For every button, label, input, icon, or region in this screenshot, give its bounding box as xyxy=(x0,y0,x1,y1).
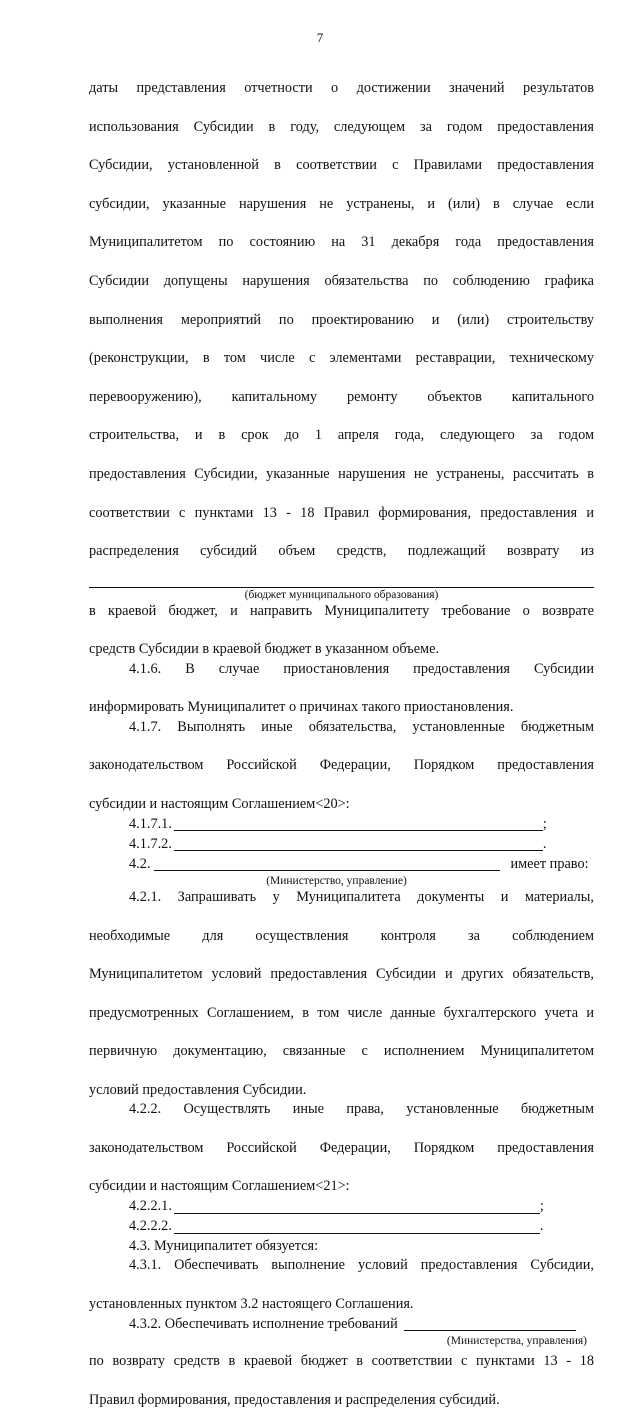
text-line: перевооружению), капитальному ремонту объектов капитального xyxy=(89,388,594,405)
blank-field[interactable] xyxy=(404,1315,576,1331)
clause-4-2-2 xyxy=(89,1100,594,1196)
text-line: соответствии с пунктами 13 - 18 Правил формирования, предоставления и xyxy=(89,504,594,521)
text-line: законодательством Российской Федерации, Порядком предоставления xyxy=(89,757,594,774)
page-number: 7 xyxy=(316,30,324,45)
caption-budget: (бюджет муниципального образования) xyxy=(244,588,439,601)
item-4-2 xyxy=(89,854,594,874)
blank-field[interactable] xyxy=(174,1198,540,1214)
text-line: 4.2.1. Запрашивать у Муниципалитета документы и материалы, xyxy=(129,888,594,905)
blank-field[interactable] xyxy=(174,1218,540,1234)
clause-4-3-2 xyxy=(89,1314,594,1334)
text-line: субсидии, указанные нарушения не устранены, и (или) в случае если xyxy=(89,195,594,212)
item-label: 4.2. xyxy=(129,855,151,872)
text-line: строительства, и в срок до 1 апреля года, следующего за годом xyxy=(89,427,594,444)
text-line: 4.1.7. Выполнять иные обязательства, установленные бюджетным xyxy=(129,718,594,735)
text-line: предусмотренных Соглашением, в том числе данные бухгалтерского учета и xyxy=(89,1004,594,1021)
item-4-2-2-1 xyxy=(89,1197,594,1217)
text-line: Субсидии допущены нарушения обязательства по соблюдению графика xyxy=(89,272,594,289)
semicolon: ; xyxy=(539,1198,544,1215)
text-line: Правил формирования, предоставления и распределения субсидий. xyxy=(89,1391,500,1408)
text-line: (реконструкции, в том числе с элементами реставрации, техническому xyxy=(89,350,594,367)
text-line: условий предоставления Субсидии. xyxy=(89,1081,307,1098)
text-line: предоставления Субсидии, указанные нарушения не устранены, рассчитать в xyxy=(89,465,594,482)
text-line: субсидии и настоящим Соглашением<21>: xyxy=(89,1178,350,1195)
text-line: средств Субсидии в краевой бюджет в указанном объеме. xyxy=(89,641,440,658)
paragraph-report-dates xyxy=(89,79,594,581)
text-line: распределения субсидий объем средств, подлежащий возврату из xyxy=(89,543,594,560)
item-4-1-7-2 xyxy=(89,834,594,854)
text-line: по возврату средств в краевой бюджет в соответствии с пунктами 13 - 18 xyxy=(89,1352,594,1369)
clause-4-3-1 xyxy=(89,1256,594,1314)
item-label: 4.1.7.2. xyxy=(129,835,172,852)
paragraph-final xyxy=(89,1352,594,1410)
text-line: 4.1.6. В случае приостановления предоставления Субсидии xyxy=(129,660,594,677)
text-line: Муниципалитетом по состоянию на 31 декабря года предоставления xyxy=(89,234,594,251)
item-4-2-suffix: имеет право: xyxy=(510,855,589,872)
document-body xyxy=(89,79,594,1410)
text-line: информировать Муниципалитет о причинах такого приостановления. xyxy=(89,699,514,716)
text-line: использования Субсидии в году, следующем за годом предоставления xyxy=(89,118,594,135)
text-line: установленных пунктом 3.2 настоящего Соглашения. xyxy=(89,1295,414,1312)
text-line: 4.3.1. Обеспечивать выполнение условий предоставления Субсидии, xyxy=(129,1257,594,1274)
clause-4-2-1 xyxy=(89,888,594,1100)
item-label: 4.2.2.2. xyxy=(129,1218,172,1235)
item-4-2-2-2 xyxy=(89,1217,594,1237)
text-line: 4.2.2. Осуществлять иные права, установленные бюджетным xyxy=(129,1101,594,1118)
blank-field[interactable] xyxy=(174,835,543,851)
text-line: даты представления отчетности о достижении значений результатов xyxy=(89,80,594,96)
clause-4-1-6 xyxy=(89,660,594,718)
text-line: необходимые для осуществления контроля за соблюдением xyxy=(89,927,594,944)
item-label: 4.1.7.1. xyxy=(129,815,172,832)
period: . xyxy=(542,835,547,852)
clause-4-1-7 xyxy=(89,718,594,814)
text-line: законодательством Российской Федерации, Порядком предоставления xyxy=(89,1139,594,1156)
item-label: 4.2.2.1. xyxy=(129,1198,172,1215)
semicolon: ; xyxy=(542,815,547,832)
text-line: субсидии и настоящим Соглашением<20>: xyxy=(89,795,350,812)
paragraph-return-demand xyxy=(89,602,594,660)
text-line: Муниципалитетом условий предоставления Субсидии и других обязательств, xyxy=(89,966,594,983)
text-line: Субсидии, установленной в соответствии с Правилами предоставления xyxy=(89,157,594,174)
item-4-1-7-1 xyxy=(89,814,594,834)
blank-field[interactable] xyxy=(174,815,543,831)
period: . xyxy=(539,1218,544,1235)
caption-ministries: (Министерства, управления) xyxy=(446,1334,587,1347)
blank-field[interactable] xyxy=(154,855,500,871)
text-line: в краевой бюджет, и направить Муниципалитету требование о возврате xyxy=(89,602,594,619)
clause-4-3: 4.3. Муниципалитет обязуется: xyxy=(129,1237,319,1254)
clause-4-3-2-text: 4.3.2. Обеспечивать исполнение требований xyxy=(129,1315,398,1332)
text-line: выполнения мероприятий по проектированию и (или) строительству xyxy=(89,311,594,328)
caption-ministry: (Министерство, управление) xyxy=(266,874,407,887)
text-line: первичную документацию, связанные с исполнением Муниципалитетом xyxy=(89,1043,594,1060)
